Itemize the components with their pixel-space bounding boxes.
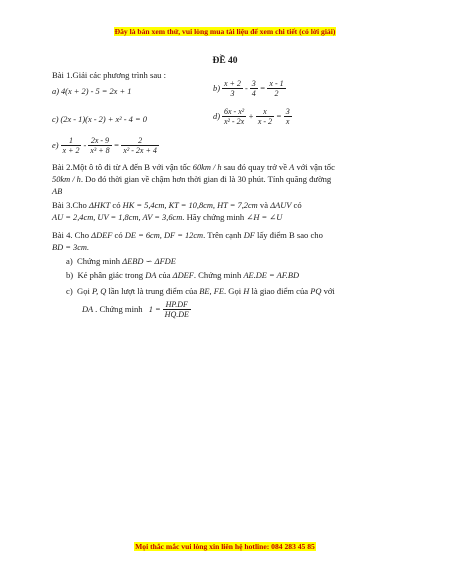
bai3-conclusion: ∠H = ∠U <box>246 213 283 222</box>
item-text: là giao điểm của <box>251 286 309 296</box>
bai1-b-frac2 <box>250 79 258 98</box>
denominator: HQ.DE <box>164 310 189 319</box>
numerator: x + 2 <box>223 79 241 88</box>
item-math: PQ <box>310 287 322 296</box>
bai1-d-frac2 <box>256 107 274 126</box>
item-text: của <box>158 270 171 280</box>
bai1-a-label: a) <box>52 87 59 96</box>
numerator: 1 <box>61 136 82 146</box>
bai2-text: Bài 2.Một ô tô đi từ A đến B với vận tốc <box>52 162 191 172</box>
bai1-c <box>52 115 147 124</box>
equals-sign: = <box>276 112 282 121</box>
bai1-e-frac3 <box>121 136 159 155</box>
denominator: x³ + 8 <box>90 146 110 155</box>
bai1-b <box>213 79 286 98</box>
bai4-item-c-line2 <box>82 300 191 319</box>
item-text: Gọi <box>76 286 90 296</box>
bai4-text: lấy điểm B sao cho <box>257 230 323 240</box>
numerator: 2x - 9 <box>88 136 111 146</box>
denominator: x <box>285 117 290 126</box>
bai4-text: Bài 4. Cho <box>52 230 90 240</box>
bai4-item-c <box>66 286 335 297</box>
item-label: a) <box>66 256 73 266</box>
item-math: P, Q <box>92 287 107 296</box>
item-text: với <box>323 286 335 296</box>
bai1-c-expr: (2x - 1)(x - 2) + x² - 4 = 0 <box>60 115 147 124</box>
bai2-text: . Do đó thời gian về chậm hơn thời gian đi là 30 phút. Tính quãng đường <box>80 174 332 184</box>
item-text: . Chứng minh <box>193 270 242 280</box>
numerator: 6x - x² <box>223 107 245 116</box>
equals-sign: = <box>113 141 120 150</box>
plus-sign: + <box>248 112 254 121</box>
item-text: lần lượt là trung điểm của <box>108 286 198 296</box>
bai3-given2: AU = 2,4cm, UV = 1,8cm, AV = 3,6cm <box>52 213 183 222</box>
bai1-e-label: e) <box>52 141 59 150</box>
bai1-b-frac3 <box>267 79 285 98</box>
bai4-side: DF <box>243 231 255 240</box>
top-banner-wrap <box>0 21 450 39</box>
bai1-d <box>213 107 292 126</box>
bai1-e-frac1 <box>61 136 82 155</box>
page-title: ĐỀ 40 <box>212 56 238 66</box>
numerator: x - 1 <box>269 79 284 88</box>
bai1-heading: Bài 1.Giải các phương trình sau : <box>52 70 166 80</box>
equals-sign: = <box>259 84 266 93</box>
numerator: HP.DF <box>163 300 191 310</box>
bai4-item-a <box>66 256 176 267</box>
item-math: DA <box>82 305 94 314</box>
bai3-line2 <box>52 212 282 223</box>
bai4-c-fraction <box>163 300 191 319</box>
bai3-text: có <box>293 200 302 210</box>
bai2-text: với vận tốc <box>296 162 335 172</box>
bai2-line1 <box>52 162 335 173</box>
item-math: ΔEBD ∽ ΔFDE <box>122 257 176 266</box>
bai4-triangle: ΔDEF <box>91 231 113 240</box>
bai2-speed1: 60km / h <box>192 163 222 172</box>
minus-sign: - <box>83 141 87 150</box>
denominator: 3 <box>230 89 235 98</box>
item-math: BE, FE <box>199 287 224 296</box>
denominator: x² - 2x + 4 <box>123 146 157 155</box>
item-math: AE.DE = AF.BD <box>243 271 300 280</box>
bai4-bd: BD = 3cm. <box>52 243 90 252</box>
bai3-text: Bài 3.Cho <box>52 200 87 210</box>
top-banner: Đây là bản xem thử, vui lòng mua tài liệu để xem chi tiết (có lời giải) <box>114 27 336 36</box>
bai1-a-expr: 4(x + 2) - 5 = 2x + 1 <box>60 87 132 96</box>
item-text: Chứng minh <box>76 256 121 266</box>
bai2-point-a: A <box>289 163 295 172</box>
bai1-d-frac1 <box>222 107 246 126</box>
bai1-b-label: b) <box>213 84 220 93</box>
denominator: 4 <box>251 89 256 98</box>
bai4-item-b <box>66 270 299 281</box>
bai1-a <box>52 87 131 96</box>
bottom-banner-wrap <box>0 536 450 554</box>
bai1-c-label: c) <box>52 115 59 124</box>
bai3-line1 <box>52 200 302 211</box>
item-text: Kẻ phân giác trong <box>77 270 144 280</box>
numerator: 3 <box>251 79 256 88</box>
item-math: ΔDEF <box>172 271 194 280</box>
bottom-banner: Mọi thắc mắc vui lòng xin liên hệ hotline: 084 283 45 85 <box>135 542 315 551</box>
bai4-text: có <box>114 230 123 240</box>
bai3-text: và <box>259 200 269 210</box>
numerator: 3 <box>285 107 290 116</box>
numerator: 2 <box>121 136 159 146</box>
item-math: DA <box>145 271 157 280</box>
bai1-d-label: d) <box>213 112 220 121</box>
bai2-ab: AB <box>52 187 63 196</box>
bai3-given1: HK = 5,4cm, KT = 10,8cm, HT = 7,2cm <box>122 201 258 210</box>
numerator: x <box>256 107 274 117</box>
denominator: x² - 2x <box>223 117 245 126</box>
minus-sign: - <box>244 84 248 93</box>
item-text: . Gọi <box>223 286 242 296</box>
item-label: c) <box>66 286 73 296</box>
bai3-text: có <box>112 200 121 210</box>
bai3-triangle2: ΔAUV <box>270 201 292 210</box>
bai2-speed2: 50km / h <box>52 175 81 184</box>
item-label: b) <box>66 270 74 280</box>
bai4-text: . Trên cạnh <box>203 230 242 240</box>
bai3-text: . Hãy chứng minh <box>182 212 245 222</box>
bai1-b-frac1 <box>222 79 243 98</box>
item-text: . Chứng minh <box>95 304 143 314</box>
bai4-line1 <box>52 230 323 241</box>
bai1-e <box>52 136 159 155</box>
bai1-d-frac3 <box>284 107 292 126</box>
denominator: x + 2 <box>62 146 80 155</box>
bai2-line2 <box>52 174 331 185</box>
denominator: x - 2 <box>257 117 273 126</box>
denominator: 2 <box>274 89 279 98</box>
item-math: H <box>243 287 250 296</box>
bai2-text: sau đó quay trở về <box>223 162 288 172</box>
bai3-triangle1: ΔHKT <box>89 201 111 210</box>
bai4-given: DE = 6cm, DF = 12cm <box>124 231 204 240</box>
item-math: 1 = <box>148 305 161 314</box>
bai1-e-frac2 <box>88 136 111 155</box>
